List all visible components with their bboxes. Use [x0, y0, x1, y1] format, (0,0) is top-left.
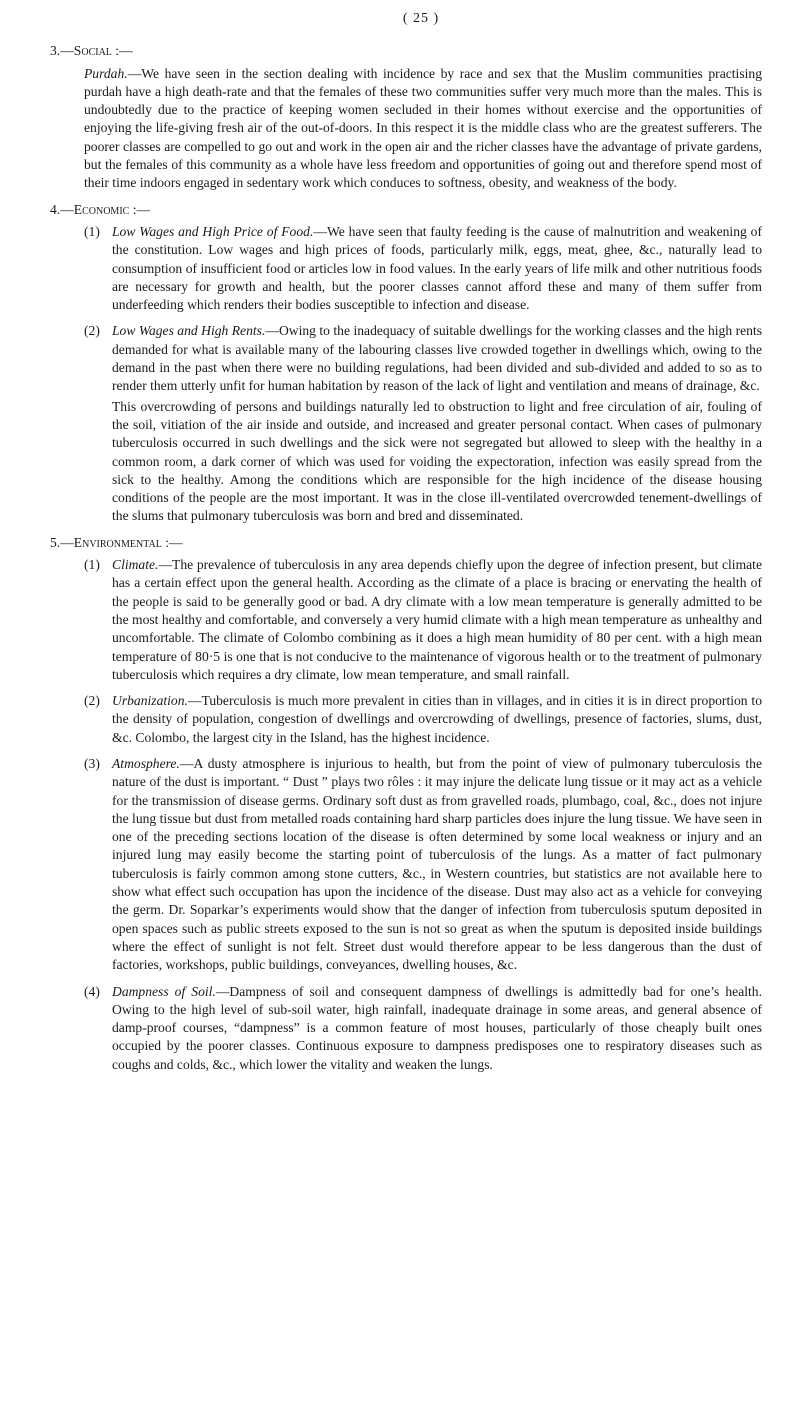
item-subheading: Climate.	[112, 557, 159, 573]
item-text: —Owing to the inadequacy of suitable dwellings for the working classes and the high rents demanded for what is available many of the labouring classes live crowded together in dwellings which, owing to the demand in the past when there were no building regulations, had been divided and sub-divided and added to so as to render them utterly unfit for human habitation by reason of the lack of light and ventilation and means of drainage, &c.	[112, 323, 762, 394]
item-text: —The prevalence of tuberculosis in any area depends chiefly upon the degree of infection present, but climate has a certain effect upon the general health. According as the climate of a place is bracing or enervating the health of the people is said to be generally good or bad. A dry climate with a low mean temperature is generally admitted to be the most healthy and comfortable, and conversely a very humid climate with a high mean temperature as unhealthy and uncomfortable. The climate of Colombo combining as it does a high mean humidity of 80 per cent. with a high mean temperature of 80·5 is one that is not conducive to the maintenance of vigorous health or to the treatment of pulmonary tuberculosis which requires a dry climate, low mean temperature, and small rainfall.	[112, 557, 762, 682]
environmental-item-urbanization	[84, 692, 762, 747]
item-paragraph-continued: This overcrowding of persons and buildings naturally led to obstruction to light and free circulation of air, fouling of the soil, vitiation of the air inside and outside, and increased and greater personal contact. When cases of pulmonary tuberculosis occurred in such dwellings and the sick were not segregated but allowed to sleep with the healthy in a common room, a dark corner of which was used for voiding the expectoration, infection was easily spread from the sick to the healthy. Among the conditions which are responsible for the high incidence of the disease housing conditions of the people are the most important. It was in the close ill-ventilated overcrowded tenement-dwellings of the slums that pulmonary tuberculosis was born and bred and disseminated.	[112, 398, 762, 524]
item-number: (4)	[84, 983, 100, 999]
purdah-text: —We have seen in the section dealing with incidence by race and sex that the Muslim communities practising purdah have a high death-rate and that the females of these two communities suffer very much more than the males. This is undoubtedly due to the practice of keeping women secluded in their homes without exercise and the opportunities of enjoying the life-giving fresh air of the out-of-doors. In this respect it is the middle class who are the greatest sufferers. The poorer classes are compelled to go out and work in the open air and the richer classes have the advantage of private gardens, but the females of this community as a whole have less freedom and opportunities of going out and therefore spend most of their time indoors engaged in sedentary work which conduces to softness, obesity, and weakness of the body.	[84, 65, 762, 191]
item-number: (1)	[84, 557, 100, 573]
section-heading-social: 3.—Social :—	[50, 43, 133, 59]
item-subheading: Dampness of Soil.	[112, 983, 216, 999]
item-text: —Tuberculosis is much more prevalent in cities than in villages, and in cities it is in direct proportion to the density of population, congestion of dwellings and overcrowding of dwellings, presence of factories, slums, dust, &c. Colombo, the largest city in the Island, has the highest incidence.	[112, 693, 762, 745]
item-paragraph	[112, 322, 762, 395]
item-subheading: Low Wages and High Rents.	[112, 323, 266, 339]
environmental-item-dampness	[84, 983, 762, 1074]
item-text: —We have seen that faulty feeding is the cause of malnutrition and weakening of the constitution. Low wages and high prices of foods, particularly milk, eggs, meat, ghee, &c., naturally lead to consumption of insufficient food or articles low in food values. In the early years of life milk and other nutritious foods are necessary for growth and health, but the poorer classes cannot afford these and many of them suffer from underfeeding which renders their bodies susceptible to infection and disease.	[112, 223, 762, 313]
item-number: (2)	[84, 693, 100, 709]
purdah-paragraph	[84, 65, 762, 193]
page-number: ( 25 )	[402, 11, 440, 26]
item-text: —A dusty atmosphere is injurious to health, but from the point of view of pulmonary tuberculosis the nature of the dust is important. “ Dust ” plays two rôles : it may injure the delicate lung tissue or it may act as a vehicle for the transmission of disease germs. Ordinary soft dust as from gravelled roads, plumbago, coal, &c., does not injure the lung tissue but dust from metalled roads containing hard sharp particles does injure the lung tissue. We have seen in one of the preceding sections location of the disease is often determined by some local weakness or injury and an injured lung may easily become the starting point of tuberculosis of the lungs. As a matter of fact pulmonary tuberculosis is fairly common among stone cutters, &c., in Western countries, but statistics are not available here to show what effect such occupation has upon the incidence of the disease. Dust may also act as a vehicle for conveying the germ. Dr. Soparkar’s experiments would show that the danger of infection from tuberculosis sputum deposited in open spaces such as public streets exposed to the sun is not so great as when the sputum is deposited inside buildings where the effect of sunlight is not felt. Street dust would therefore appear to be less dangerous than the dust of factories, workshops, public buildings, conveyances, dwelling houses, &c.	[112, 755, 762, 973]
section-heading-environmental: 5.—Environmental :—	[50, 534, 183, 550]
purdah-subheading: Purdah.	[84, 65, 128, 81]
item-number: (1)	[84, 223, 100, 239]
item-subheading: Urbanization.	[112, 693, 188, 709]
section-social	[50, 42, 762, 192]
environmental-item-atmosphere	[84, 755, 762, 975]
item-paragraph	[112, 755, 762, 975]
item-paragraph	[112, 556, 762, 684]
item-paragraph	[112, 983, 762, 1074]
economic-item-low-wages-rents	[84, 322, 762, 525]
item-paragraph	[112, 692, 762, 747]
economic-item-low-wages-food	[84, 223, 762, 314]
item-text: —Dampness of soil and consequent dampness of dwellings is admittedly bad for one’s health. Owing to the high level of sub-soil water, high rainfall, inadequate drainage in some areas, and general absence of damp-proof courses, “dampness” is a common feature of most houses, particularly of those cheaply built ones occupied by the poorer classes. Continuous exposure to dampness predisposes one to respiratory diseases such as coughs and colds, &c., which lower the vitality and weaken the lungs.	[112, 983, 762, 1072]
item-subheading: Atmosphere.	[112, 755, 180, 771]
environmental-item-climate	[84, 556, 762, 684]
section-economic	[50, 201, 762, 526]
item-number: (2)	[84, 323, 100, 339]
item-number: (3)	[84, 755, 100, 771]
item-paragraph	[112, 223, 762, 314]
section-environmental	[50, 534, 762, 1074]
section-heading-economic: 4.—Economic :—	[50, 201, 151, 217]
item-subheading: Low Wages and High Price of Food.	[112, 223, 314, 239]
